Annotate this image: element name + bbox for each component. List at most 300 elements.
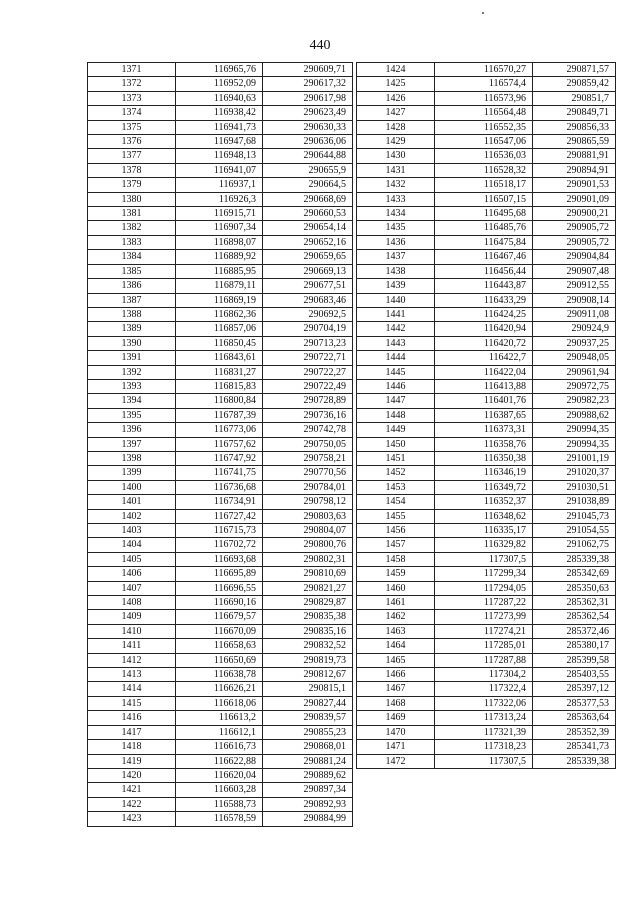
scan-speck xyxy=(482,12,484,14)
y-coordinate-cell: 290617,32 xyxy=(263,77,353,91)
x-coordinate-cell: 116422,7 xyxy=(435,351,533,365)
x-coordinate-cell: 116843,61 xyxy=(176,351,263,365)
x-coordinate-cell: 116885,95 xyxy=(176,264,263,278)
x-coordinate-cell: 116570,27 xyxy=(435,63,533,77)
point-number-cell: 1427 xyxy=(357,106,435,120)
y-coordinate-cell: 290655,9 xyxy=(263,163,353,177)
table-row xyxy=(88,682,353,696)
y-coordinate-cell: 290911,08 xyxy=(533,307,616,321)
x-coordinate-cell: 116947,68 xyxy=(176,135,263,149)
table-row xyxy=(88,624,353,638)
point-number-cell: 1394 xyxy=(88,394,176,408)
table-row xyxy=(88,336,353,350)
point-number-cell: 1387 xyxy=(88,293,176,307)
table-row xyxy=(88,408,353,422)
table-row xyxy=(88,552,353,566)
coordinates-table-right xyxy=(356,62,616,769)
x-coordinate-cell: 116736,68 xyxy=(176,480,263,494)
table-row xyxy=(357,163,616,177)
x-coordinate-cell: 116941,07 xyxy=(176,163,263,177)
y-coordinate-cell: 290636,06 xyxy=(263,135,353,149)
y-coordinate-cell: 290722,27 xyxy=(263,365,353,379)
point-number-cell: 1445 xyxy=(357,365,435,379)
y-coordinate-cell: 290800,76 xyxy=(263,538,353,552)
point-number-cell: 1469 xyxy=(357,711,435,725)
y-coordinate-cell: 290900,21 xyxy=(533,207,616,221)
table-row xyxy=(88,293,353,307)
y-coordinate-cell: 290865,59 xyxy=(533,135,616,149)
table-row xyxy=(357,639,616,653)
table-row xyxy=(357,524,616,538)
y-coordinate-cell: 290770,56 xyxy=(263,466,353,480)
y-coordinate-cell: 290889,62 xyxy=(263,768,353,782)
point-number-cell: 1372 xyxy=(88,77,176,91)
x-coordinate-cell: 116940,63 xyxy=(176,91,263,105)
table-row xyxy=(88,135,353,149)
point-number-cell: 1466 xyxy=(357,668,435,682)
table-row xyxy=(88,207,353,221)
table-row xyxy=(357,624,616,638)
x-coordinate-cell: 116401,76 xyxy=(435,394,533,408)
x-coordinate-cell: 116773,06 xyxy=(176,423,263,437)
point-number-cell: 1373 xyxy=(88,91,176,105)
point-number-cell: 1371 xyxy=(88,63,176,77)
x-coordinate-cell: 117287,22 xyxy=(435,596,533,610)
y-coordinate-cell: 290692,5 xyxy=(263,307,353,321)
y-coordinate-cell: 290722,71 xyxy=(263,351,353,365)
x-coordinate-cell: 116734,91 xyxy=(176,495,263,509)
table-row xyxy=(357,682,616,696)
x-coordinate-cell: 116422,04 xyxy=(435,365,533,379)
page-number: 440 xyxy=(309,38,331,53)
table-row xyxy=(88,235,353,249)
table-row xyxy=(357,207,616,221)
table-row xyxy=(357,696,616,710)
x-coordinate-cell: 116358,76 xyxy=(435,437,533,451)
x-coordinate-cell: 116456,44 xyxy=(435,264,533,278)
y-coordinate-cell: 290652,16 xyxy=(263,235,353,249)
y-coordinate-cell: 290881,91 xyxy=(533,149,616,163)
x-coordinate-cell: 116741,75 xyxy=(176,466,263,480)
y-coordinate-cell: 285341,73 xyxy=(533,740,616,754)
table-row xyxy=(357,495,616,509)
point-number-cell: 1454 xyxy=(357,495,435,509)
y-coordinate-cell: 290994,35 xyxy=(533,423,616,437)
point-number-cell: 1406 xyxy=(88,567,176,581)
x-coordinate-cell: 116618,06 xyxy=(176,696,263,710)
x-coordinate-cell: 116552,35 xyxy=(435,120,533,134)
point-number-cell: 1395 xyxy=(88,408,176,422)
y-coordinate-cell: 291001,19 xyxy=(533,451,616,465)
y-coordinate-cell: 290988,62 xyxy=(533,408,616,422)
x-coordinate-cell: 116612,1 xyxy=(176,725,263,739)
table-row xyxy=(88,581,353,595)
point-number-cell: 1461 xyxy=(357,596,435,610)
table-row xyxy=(357,91,616,105)
table-row xyxy=(88,725,353,739)
x-coordinate-cell: 116573,96 xyxy=(435,91,533,105)
point-number-cell: 1434 xyxy=(357,207,435,221)
x-coordinate-cell: 116690,16 xyxy=(176,596,263,610)
table-row xyxy=(88,480,353,494)
x-coordinate-cell: 116467,46 xyxy=(435,250,533,264)
table-row xyxy=(88,740,353,754)
point-number-cell: 1401 xyxy=(88,495,176,509)
x-coordinate-cell: 116574,4 xyxy=(435,77,533,91)
x-coordinate-cell: 117304,2 xyxy=(435,668,533,682)
y-coordinate-cell: 290819,73 xyxy=(263,653,353,667)
point-number-cell: 1471 xyxy=(357,740,435,754)
y-coordinate-cell: 290972,75 xyxy=(533,379,616,393)
y-coordinate-cell: 290742,78 xyxy=(263,423,353,437)
y-coordinate-cell: 290924,9 xyxy=(533,322,616,336)
point-number-cell: 1456 xyxy=(357,524,435,538)
x-coordinate-cell: 116650,69 xyxy=(176,653,263,667)
x-coordinate-cell: 117294,05 xyxy=(435,581,533,595)
y-coordinate-cell: 291054,55 xyxy=(533,524,616,538)
table-row xyxy=(88,797,353,811)
y-coordinate-cell: 290804,07 xyxy=(263,524,353,538)
y-coordinate-cell: 290856,33 xyxy=(533,120,616,134)
x-coordinate-cell: 116926,3 xyxy=(176,192,263,206)
point-number-cell: 1423 xyxy=(88,812,176,826)
point-number-cell: 1374 xyxy=(88,106,176,120)
point-number-cell: 1377 xyxy=(88,149,176,163)
point-number-cell: 1453 xyxy=(357,480,435,494)
table-row xyxy=(88,149,353,163)
x-coordinate-cell: 116889,92 xyxy=(176,250,263,264)
point-number-cell: 1470 xyxy=(357,725,435,739)
table-row xyxy=(357,423,616,437)
table-row xyxy=(357,394,616,408)
x-coordinate-cell: 116850,45 xyxy=(176,336,263,350)
table-row xyxy=(88,91,353,105)
y-coordinate-cell: 290750,05 xyxy=(263,437,353,451)
y-coordinate-cell: 290871,57 xyxy=(533,63,616,77)
x-coordinate-cell: 116603,28 xyxy=(176,783,263,797)
table-row xyxy=(357,668,616,682)
table-row xyxy=(88,351,353,365)
x-coordinate-cell: 117318,23 xyxy=(435,740,533,754)
point-number-cell: 1414 xyxy=(88,682,176,696)
y-coordinate-cell: 290784,01 xyxy=(263,480,353,494)
y-coordinate-cell: 290677,51 xyxy=(263,279,353,293)
x-coordinate-cell: 116941,73 xyxy=(176,120,263,134)
point-number-cell: 1460 xyxy=(357,581,435,595)
point-number-cell: 1382 xyxy=(88,221,176,235)
x-coordinate-cell: 117313,24 xyxy=(435,711,533,725)
point-number-cell: 1436 xyxy=(357,235,435,249)
point-number-cell: 1422 xyxy=(88,797,176,811)
table-row xyxy=(357,581,616,595)
point-number-cell: 1416 xyxy=(88,711,176,725)
point-number-cell: 1450 xyxy=(357,437,435,451)
point-number-cell: 1433 xyxy=(357,192,435,206)
point-number-cell: 1388 xyxy=(88,307,176,321)
x-coordinate-cell: 116952,09 xyxy=(176,77,263,91)
x-coordinate-cell: 116613,2 xyxy=(176,711,263,725)
point-number-cell: 1384 xyxy=(88,250,176,264)
x-coordinate-cell: 116495,68 xyxy=(435,207,533,221)
x-coordinate-cell: 116528,32 xyxy=(435,163,533,177)
y-coordinate-cell: 290901,53 xyxy=(533,178,616,192)
table-row xyxy=(357,221,616,235)
x-coordinate-cell: 116518,17 xyxy=(435,178,533,192)
y-coordinate-cell: 290892,93 xyxy=(263,797,353,811)
y-coordinate-cell: 290668,69 xyxy=(263,192,353,206)
y-coordinate-cell: 290659,65 xyxy=(263,250,353,264)
table-row xyxy=(357,279,616,293)
point-number-cell: 1397 xyxy=(88,437,176,451)
y-coordinate-cell: 290884,99 xyxy=(263,812,353,826)
y-coordinate-cell: 290832,52 xyxy=(263,639,353,653)
table-row xyxy=(357,509,616,523)
y-coordinate-cell: 290644,88 xyxy=(263,149,353,163)
table-row xyxy=(88,754,353,768)
point-number-cell: 1396 xyxy=(88,423,176,437)
x-coordinate-cell: 116815,83 xyxy=(176,379,263,393)
point-number-cell: 1447 xyxy=(357,394,435,408)
table-row xyxy=(357,725,616,739)
table-row xyxy=(88,451,353,465)
y-coordinate-cell: 290683,46 xyxy=(263,293,353,307)
y-coordinate-cell: 290868,01 xyxy=(263,740,353,754)
table-row xyxy=(357,322,616,336)
table-row xyxy=(88,106,353,120)
y-coordinate-cell: 290798,12 xyxy=(263,495,353,509)
y-coordinate-cell: 290803,63 xyxy=(263,509,353,523)
table-row xyxy=(357,538,616,552)
y-coordinate-cell: 290839,57 xyxy=(263,711,353,725)
x-coordinate-cell: 116757,62 xyxy=(176,437,263,451)
y-coordinate-cell: 290821,27 xyxy=(263,581,353,595)
table-row xyxy=(357,336,616,350)
x-coordinate-cell: 116350,38 xyxy=(435,451,533,465)
point-number-cell: 1421 xyxy=(88,783,176,797)
y-coordinate-cell: 285339,38 xyxy=(533,552,616,566)
y-coordinate-cell: 290905,72 xyxy=(533,235,616,249)
x-coordinate-cell: 116715,73 xyxy=(176,524,263,538)
x-coordinate-cell: 117307,5 xyxy=(435,552,533,566)
y-coordinate-cell: 290961,94 xyxy=(533,365,616,379)
x-coordinate-cell: 116616,73 xyxy=(176,740,263,754)
x-coordinate-cell: 116948,13 xyxy=(176,149,263,163)
x-coordinate-cell: 116346,19 xyxy=(435,466,533,480)
table-row xyxy=(88,610,353,624)
x-coordinate-cell: 116658,63 xyxy=(176,639,263,653)
x-coordinate-cell: 116443,87 xyxy=(435,279,533,293)
point-number-cell: 1381 xyxy=(88,207,176,221)
y-coordinate-cell: 290802,31 xyxy=(263,552,353,566)
table-row xyxy=(357,437,616,451)
point-number-cell: 1379 xyxy=(88,178,176,192)
y-coordinate-cell: 285362,54 xyxy=(533,610,616,624)
point-number-cell: 1391 xyxy=(88,351,176,365)
y-coordinate-cell: 285342,69 xyxy=(533,567,616,581)
y-coordinate-cell: 290912,55 xyxy=(533,279,616,293)
y-coordinate-cell: 291038,89 xyxy=(533,495,616,509)
table-row xyxy=(88,466,353,480)
x-coordinate-cell: 116335,17 xyxy=(435,524,533,538)
x-coordinate-cell: 116670,09 xyxy=(176,624,263,638)
x-coordinate-cell: 116420,94 xyxy=(435,322,533,336)
table-row xyxy=(357,77,616,91)
y-coordinate-cell: 290617,98 xyxy=(263,91,353,105)
point-number-cell: 1451 xyxy=(357,451,435,465)
table-row xyxy=(357,135,616,149)
y-coordinate-cell: 290937,25 xyxy=(533,336,616,350)
point-number-cell: 1413 xyxy=(88,668,176,682)
y-coordinate-cell: 290835,16 xyxy=(263,624,353,638)
table-row xyxy=(357,307,616,321)
y-coordinate-cell: 285363,64 xyxy=(533,711,616,725)
x-coordinate-cell: 116578,59 xyxy=(176,812,263,826)
y-coordinate-cell: 290907,48 xyxy=(533,264,616,278)
y-coordinate-cell: 285352,39 xyxy=(533,725,616,739)
x-coordinate-cell: 117299,34 xyxy=(435,567,533,581)
y-coordinate-cell: 290859,42 xyxy=(533,77,616,91)
point-number-cell: 1432 xyxy=(357,178,435,192)
point-number-cell: 1376 xyxy=(88,135,176,149)
table-row xyxy=(357,451,616,465)
y-coordinate-cell: 285403,55 xyxy=(533,668,616,682)
x-coordinate-cell: 116702,72 xyxy=(176,538,263,552)
coordinates-table-left xyxy=(87,62,353,827)
table-row xyxy=(357,264,616,278)
point-number-cell: 1404 xyxy=(88,538,176,552)
table-row xyxy=(88,596,353,610)
table-row xyxy=(88,120,353,134)
x-coordinate-cell: 117285,01 xyxy=(435,639,533,653)
table-row xyxy=(357,235,616,249)
table-row xyxy=(357,351,616,365)
table-row xyxy=(357,754,616,768)
y-coordinate-cell: 290948,05 xyxy=(533,351,616,365)
x-coordinate-cell: 116329,82 xyxy=(435,538,533,552)
y-coordinate-cell: 291045,73 xyxy=(533,509,616,523)
point-number-cell: 1424 xyxy=(357,63,435,77)
x-coordinate-cell: 116475,84 xyxy=(435,235,533,249)
y-coordinate-cell: 285362,31 xyxy=(533,596,616,610)
x-coordinate-cell: 116965,76 xyxy=(176,63,263,77)
x-coordinate-cell: 117274,21 xyxy=(435,624,533,638)
point-number-cell: 1429 xyxy=(357,135,435,149)
y-coordinate-cell: 290851,7 xyxy=(533,91,616,105)
x-coordinate-cell: 116937,1 xyxy=(176,178,263,192)
x-coordinate-cell: 116387,65 xyxy=(435,408,533,422)
table-row xyxy=(88,783,353,797)
point-number-cell: 1457 xyxy=(357,538,435,552)
y-coordinate-cell: 290908,14 xyxy=(533,293,616,307)
point-number-cell: 1468 xyxy=(357,696,435,710)
x-coordinate-cell: 116879,11 xyxy=(176,279,263,293)
point-number-cell: 1430 xyxy=(357,149,435,163)
table-row xyxy=(88,423,353,437)
point-number-cell: 1428 xyxy=(357,120,435,134)
point-number-cell: 1399 xyxy=(88,466,176,480)
x-coordinate-cell: 116800,84 xyxy=(176,394,263,408)
point-number-cell: 1417 xyxy=(88,725,176,739)
x-coordinate-cell: 116536,03 xyxy=(435,149,533,163)
y-coordinate-cell: 290623,49 xyxy=(263,106,353,120)
table-row xyxy=(88,365,353,379)
y-coordinate-cell: 285372,46 xyxy=(533,624,616,638)
y-coordinate-cell: 285380,17 xyxy=(533,639,616,653)
point-number-cell: 1392 xyxy=(88,365,176,379)
point-number-cell: 1462 xyxy=(357,610,435,624)
point-number-cell: 1400 xyxy=(88,480,176,494)
x-coordinate-cell: 116413,88 xyxy=(435,379,533,393)
y-coordinate-cell: 291062,75 xyxy=(533,538,616,552)
y-coordinate-cell: 290835,38 xyxy=(263,610,353,624)
point-number-cell: 1442 xyxy=(357,322,435,336)
table-row xyxy=(88,264,353,278)
point-number-cell: 1472 xyxy=(357,754,435,768)
point-number-cell: 1375 xyxy=(88,120,176,134)
y-coordinate-cell: 290758,21 xyxy=(263,451,353,465)
point-number-cell: 1385 xyxy=(88,264,176,278)
table-row xyxy=(357,178,616,192)
x-coordinate-cell: 116693,68 xyxy=(176,552,263,566)
point-number-cell: 1438 xyxy=(357,264,435,278)
point-number-cell: 1446 xyxy=(357,379,435,393)
table-row xyxy=(88,192,353,206)
table-row xyxy=(357,149,616,163)
table-row xyxy=(88,768,353,782)
x-coordinate-cell: 116638,78 xyxy=(176,668,263,682)
x-coordinate-cell: 116907,34 xyxy=(176,221,263,235)
y-coordinate-cell: 290897,34 xyxy=(263,783,353,797)
x-coordinate-cell: 116485,76 xyxy=(435,221,533,235)
y-coordinate-cell: 290704,19 xyxy=(263,322,353,336)
y-coordinate-cell: 290812,67 xyxy=(263,668,353,682)
table-row xyxy=(88,379,353,393)
point-number-cell: 1383 xyxy=(88,235,176,249)
x-coordinate-cell: 116869,19 xyxy=(176,293,263,307)
y-coordinate-cell: 290713,23 xyxy=(263,336,353,350)
y-coordinate-cell: 290669,13 xyxy=(263,264,353,278)
x-coordinate-cell: 117322,4 xyxy=(435,682,533,696)
point-number-cell: 1407 xyxy=(88,581,176,595)
point-number-cell: 1380 xyxy=(88,192,176,206)
point-number-cell: 1410 xyxy=(88,624,176,638)
x-coordinate-cell: 116420,72 xyxy=(435,336,533,350)
table-row xyxy=(357,552,616,566)
table-row xyxy=(88,437,353,451)
point-number-cell: 1452 xyxy=(357,466,435,480)
y-coordinate-cell: 290815,1 xyxy=(263,682,353,696)
table-row xyxy=(88,524,353,538)
table-row xyxy=(357,740,616,754)
point-number-cell: 1378 xyxy=(88,163,176,177)
y-coordinate-cell: 290994,35 xyxy=(533,437,616,451)
table-row xyxy=(88,567,353,581)
table-row xyxy=(357,63,616,77)
table-row xyxy=(357,596,616,610)
point-number-cell: 1419 xyxy=(88,754,176,768)
point-number-cell: 1431 xyxy=(357,163,435,177)
point-number-cell: 1408 xyxy=(88,596,176,610)
y-coordinate-cell: 290630,33 xyxy=(263,120,353,134)
table-row xyxy=(88,812,353,826)
table-row xyxy=(88,77,353,91)
point-number-cell: 1411 xyxy=(88,639,176,653)
point-number-cell: 1412 xyxy=(88,653,176,667)
table-row xyxy=(88,509,353,523)
y-coordinate-cell: 290904,84 xyxy=(533,250,616,264)
table-row xyxy=(88,279,353,293)
point-number-cell: 1425 xyxy=(357,77,435,91)
